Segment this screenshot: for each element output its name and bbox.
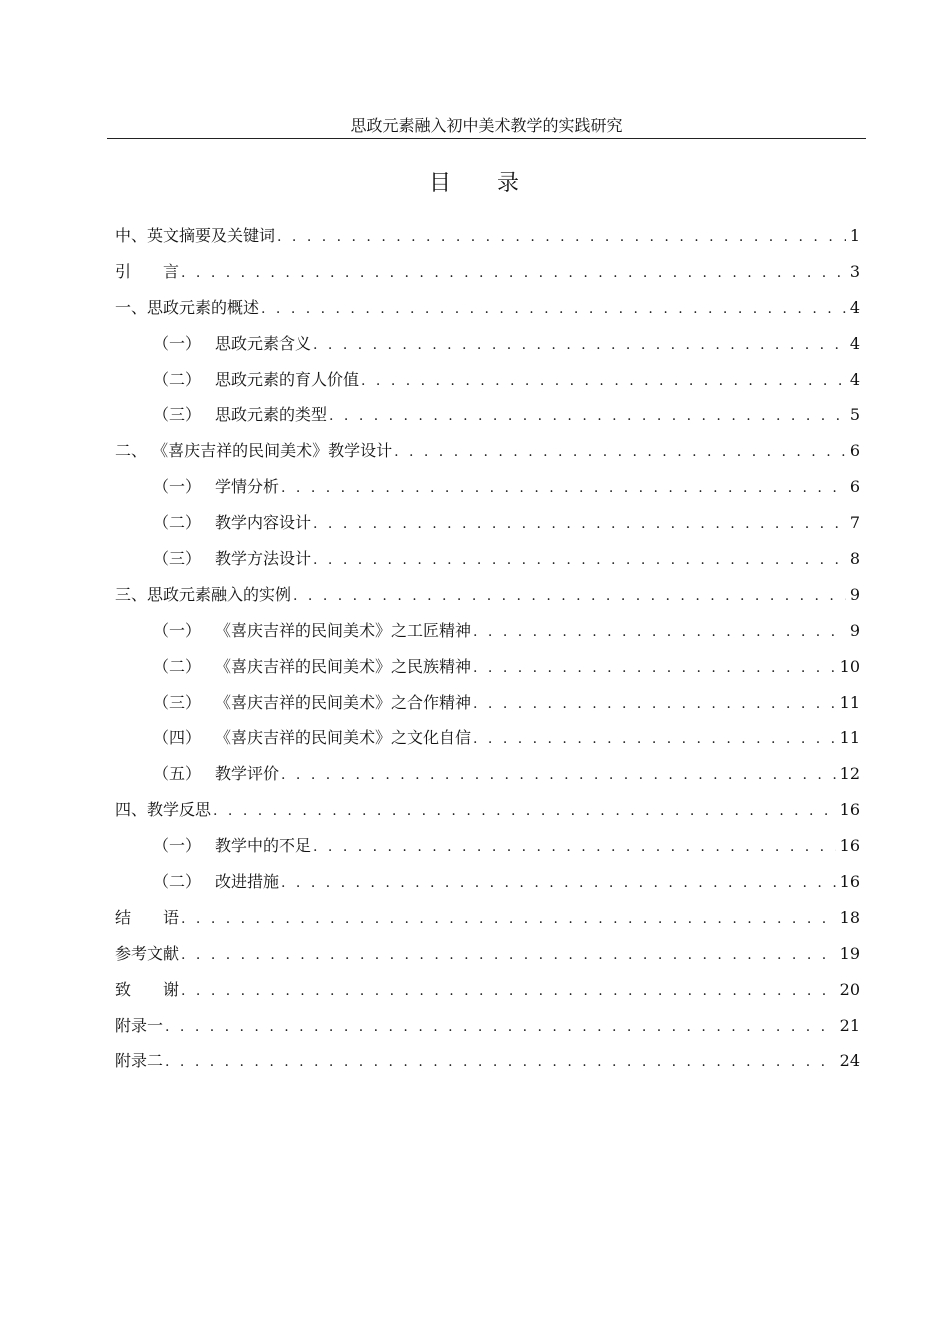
toc-entry-label: 结 语 [115,907,180,927]
toc-entry[interactable] [115,756,860,792]
toc-entry-page: 16 [839,836,860,856]
toc-entry[interactable] [115,290,860,326]
toc-entry-page: 20 [839,979,860,999]
toc-entry[interactable] [115,720,860,756]
toc-entry[interactable] [115,469,860,505]
toc-entry[interactable] [115,864,860,900]
toc-entry-label: 附录一 [115,1015,164,1035]
toc-entry-page: 1 [849,226,860,245]
toc-entry-label: 一、思政元素的概述 [115,297,260,317]
toc-entry-label: 致 谢 [115,979,180,999]
toc-entry-page: 19 [839,943,860,963]
toc-entry-label: 思政元素的类型 [215,405,328,425]
toc-entry-label: 思政元素含义 [215,333,312,353]
dot-leader [261,291,846,327]
toc-entry-label: 《喜庆吉祥的民间美术》之工匠精神 [215,620,472,640]
toc-entry-page: 4 [849,369,860,389]
dot-leader [181,937,836,973]
toc-entry-page: 9 [849,584,860,604]
dot-leader [361,363,846,399]
toc-entry[interactable] [115,505,860,541]
toc-title-left: 目 [428,171,453,196]
dot-leader [329,398,846,434]
dot-leader [181,973,836,1009]
toc-entry-number: （二） [153,369,202,389]
toc-entry-number: （一） [153,333,202,353]
toc-entry-number: （三） [153,549,202,569]
running-header: 思政元素融入初中美术教学的实践研究 [350,116,623,135]
toc-entry-label: 《喜庆吉祥的民间美术》之民族精神 [215,656,472,676]
toc-entry-page: 4 [849,297,860,317]
toc-entry-number: （一） [153,620,202,640]
toc-entry-label: 学情分析 [215,477,280,497]
toc-entry-page: 11 [839,692,860,712]
toc-entry[interactable] [115,218,860,254]
toc-entry-page: 24 [839,1051,860,1071]
dot-leader [313,506,846,542]
toc-entry-number: （三） [153,692,202,712]
toc-entry[interactable] [115,577,860,613]
toc-entry-label: 四、教学反思 [115,800,212,820]
toc-entry[interactable] [115,900,860,936]
toc-entry-page: 4 [849,333,860,353]
toc-entry-label: 教学中的不足 [215,836,312,856]
toc-entry[interactable] [115,1043,860,1079]
toc-entry-page: 16 [839,800,860,820]
toc-title-right: 录 [497,171,522,196]
toc-entry[interactable] [115,792,860,828]
toc-entry-page: 6 [849,477,860,497]
toc-entry-number: （四） [153,728,202,748]
toc-entry-page: 5 [849,405,860,425]
dot-leader [181,901,836,937]
toc-entry-number: （二） [153,872,202,892]
dot-leader [473,650,836,686]
toc-entry-page: 3 [849,261,860,281]
toc-entry-page: 18 [839,907,860,927]
toc-entry-label: 教学内容设计 [215,513,312,533]
dot-leader [281,757,836,793]
header-rule [107,138,866,139]
toc-entry-page: 9 [849,620,860,640]
toc-title [0,170,950,198]
toc-entry-number: （一） [153,477,202,497]
toc-entry-page: 8 [849,549,860,569]
dot-leader [165,1044,836,1080]
dot-leader [281,865,836,901]
dot-leader [313,327,846,363]
dot-leader [181,255,846,291]
toc-entry-label: 附录二 [115,1051,164,1071]
toc-entry-number: （五） [153,764,202,784]
toc-entry-label: 二、 《喜庆吉祥的民间美术》教学设计 [115,441,393,461]
dot-leader [293,578,846,614]
dot-leader [473,686,836,722]
toc-entry[interactable] [115,362,860,398]
toc-entry-page: 7 [849,513,860,533]
toc-entry-page: 11 [839,728,860,748]
toc-entry-page: 10 [839,656,860,676]
toc-entry-label: 参考文献 [115,943,180,963]
toc-entry-label: 改进措施 [215,872,280,892]
toc-entry-number: （三） [153,405,202,425]
toc-entry-label: 中、英文摘要及关键词 [115,226,276,245]
toc-entry[interactable] [115,972,860,1008]
toc-entry-label: 引 言 [115,261,180,281]
table-of-contents [115,218,860,1079]
dot-leader [473,721,836,757]
toc-entry-page: 12 [839,764,860,784]
dot-leader [313,829,836,865]
dot-leader [281,470,846,506]
dot-leader [165,1009,836,1045]
toc-entry[interactable] [115,613,860,649]
toc-entry[interactable] [115,254,860,290]
toc-entry-number: （二） [153,656,202,676]
toc-entry[interactable] [115,433,860,469]
toc-entry-label: 《喜庆吉祥的民间美术》之文化自信 [215,728,472,748]
toc-entry-page: 16 [839,872,860,892]
toc-entry-label: 教学方法设计 [215,549,312,569]
toc-entry[interactable] [115,541,860,577]
toc-entry-label: 教学评价 [215,764,280,784]
dot-leader [473,614,846,650]
toc-entry[interactable] [115,326,860,362]
toc-entry[interactable] [115,685,860,721]
dot-leader [394,434,846,470]
toc-entry[interactable] [115,1008,860,1044]
toc-entry-label: 思政元素的育人价值 [215,369,360,389]
dot-leader [313,542,846,578]
toc-entry[interactable] [115,397,860,433]
toc-entry-number: （二） [153,513,202,533]
dot-leader [213,793,836,829]
dot-leader [277,219,846,255]
toc-entry-label: 《喜庆吉祥的民间美术》之合作精神 [215,692,472,712]
toc-entry[interactable] [115,936,860,972]
toc-entry-page: 6 [849,441,860,461]
toc-entry-number: （一） [153,836,202,856]
toc-entry[interactable] [115,649,860,685]
toc-entry-page: 21 [839,1015,860,1035]
toc-entry-label: 三、思政元素融入的实例 [115,584,292,604]
toc-entry[interactable] [115,828,860,864]
